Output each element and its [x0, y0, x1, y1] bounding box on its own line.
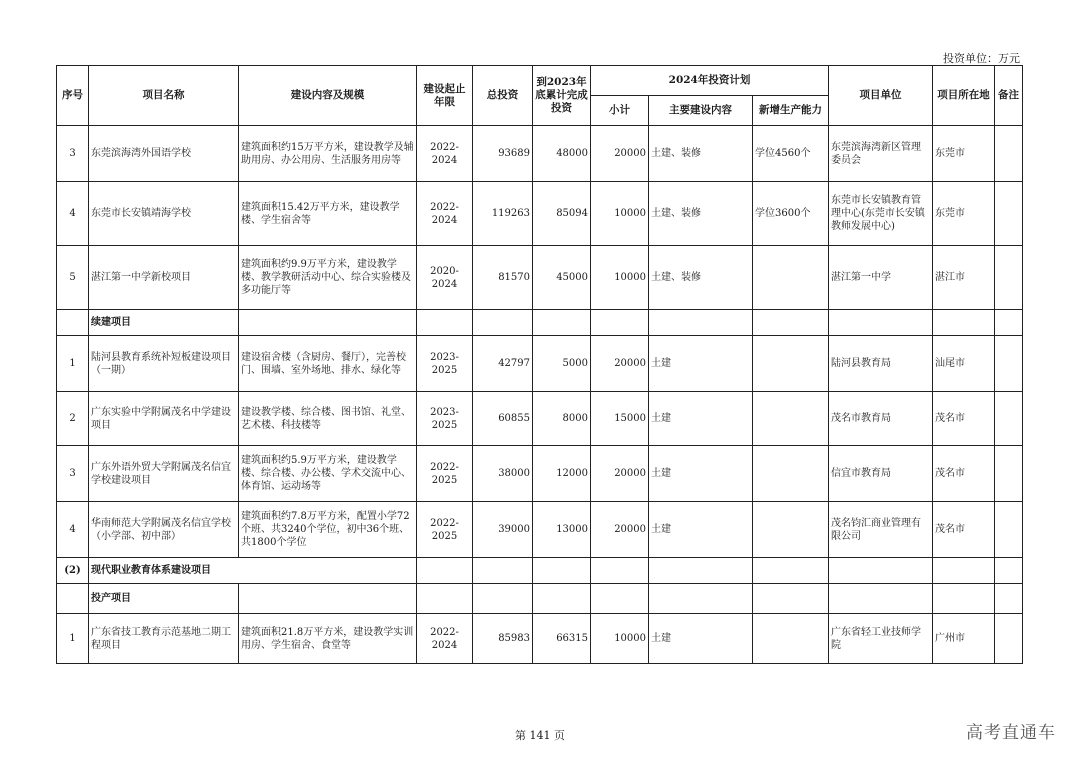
header-completed: 到2023年底累计完成投资 [533, 66, 591, 126]
cell-main-content: 土建 [649, 502, 753, 558]
cell-new-capacity [753, 502, 829, 558]
cell-seq: 4 [57, 182, 89, 246]
table-row [57, 126, 1023, 182]
cell-content: 建筑面积约7.8万平方米，配置小学72个班、共3240个学位，初中36个班、共1800个学位 [239, 502, 417, 558]
table-row [57, 614, 1023, 664]
header-new-capacity: 新增生产能力 [753, 96, 829, 126]
cell-period: 2022-2025 [417, 502, 473, 558]
cell-name: 广东外语外贸大学附属茂名信宜学校建设项目 [89, 446, 239, 502]
cell-seq: 5 [57, 246, 89, 310]
cell-period: 2023-2025 [417, 336, 473, 392]
section-row [57, 584, 1023, 614]
cell-total: 119263 [473, 182, 533, 246]
cell-location: 广州市 [933, 614, 995, 664]
table-body [57, 126, 1023, 664]
page-number: 第 141 页 [515, 729, 565, 742]
cell-name: 东莞滨海湾外国语学校 [89, 126, 239, 182]
cell-note [995, 392, 1023, 446]
cell-period: 2022-2025 [417, 446, 473, 502]
cell-new-capacity [753, 614, 829, 664]
cell-subtotal: 10000 [591, 614, 649, 664]
cell-new-capacity: 学位3600个 [753, 182, 829, 246]
cell-note [995, 246, 1023, 310]
section-title: 续建项目 [89, 310, 239, 336]
header-period: 建设起止年限 [417, 66, 473, 126]
cell-seq: (2) [57, 558, 89, 584]
section-title: 投产项目 [89, 584, 239, 614]
cell-location: 湛江市 [933, 246, 995, 310]
cell-total: 42797 [473, 336, 533, 392]
cell-main-content: 土建 [649, 392, 753, 446]
cell-completed: 66315 [533, 614, 591, 664]
cell-location: 茂名市 [933, 446, 995, 502]
header-name: 项目名称 [89, 66, 239, 126]
cell-new-capacity [753, 246, 829, 310]
cell-name: 陆河县教育系统补短板建设项目（一期） [89, 336, 239, 392]
table-row [57, 446, 1023, 502]
cell-content: 建筑面积15.42万平方米，建设教学楼、学生宿舍等 [239, 182, 417, 246]
unit-note: 投资单位：万元 [943, 52, 1020, 65]
cell-unit: 湛江第一中学 [829, 246, 933, 310]
header-plan-2024: 2024年投资计划 [591, 66, 829, 96]
cell-period: 2022-2024 [417, 182, 473, 246]
cell-location: 茂名市 [933, 502, 995, 558]
header-main-content: 主要建设内容 [649, 96, 753, 126]
cell-seq: 4 [57, 502, 89, 558]
cell-subtotal: 20000 [591, 446, 649, 502]
cell-main-content: 土建 [649, 446, 753, 502]
cell-name: 华南师范大学附属茂名信宜学校（小学部、初中部） [89, 502, 239, 558]
cell-new-capacity [753, 392, 829, 446]
cell-completed: 48000 [533, 126, 591, 182]
header-total: 总投资 [473, 66, 533, 126]
cell-completed: 45000 [533, 246, 591, 310]
cell-note [995, 502, 1023, 558]
section-title: 现代职业教育体系建设项目 [89, 558, 417, 584]
cell-total: 60855 [473, 392, 533, 446]
cell-period: 2023-2025 [417, 392, 473, 446]
cell-location: 茂名市 [933, 392, 995, 446]
cell-main-content: 土建 [649, 336, 753, 392]
investment-table [56, 65, 1023, 664]
cell-new-capacity [753, 446, 829, 502]
cell-total: 38000 [473, 446, 533, 502]
cell-completed: 85094 [533, 182, 591, 246]
cell-subtotal: 15000 [591, 392, 649, 446]
cell-completed: 8000 [533, 392, 591, 446]
cell-unit: 陆河县教育局 [829, 336, 933, 392]
cell-seq: 2 [57, 392, 89, 446]
cell-note [995, 126, 1023, 182]
cell-new-capacity [753, 336, 829, 392]
header-location: 项目所在地 [933, 66, 995, 126]
header-content: 建设内容及规模 [239, 66, 417, 126]
cell-subtotal: 20000 [591, 336, 649, 392]
cell-total: 85983 [473, 614, 533, 664]
cell-name: 广东实验中学附属茂名中学建设项目 [89, 392, 239, 446]
cell-seq [57, 584, 89, 614]
cell-content: 建筑面积约9.9万平方米，建设教学楼、教学教研活动中心、综合实验楼及多功能厅等 [239, 246, 417, 310]
cell-content: 建设教学楼、综合楼、图书馆、礼堂、艺术楼、科技楼等 [239, 392, 417, 446]
cell-location: 东莞市 [933, 126, 995, 182]
cell-name: 湛江第一中学新校项目 [89, 246, 239, 310]
table-row [57, 502, 1023, 558]
table-row [57, 246, 1023, 310]
cell-subtotal: 10000 [591, 246, 649, 310]
cell-seq: 1 [57, 336, 89, 392]
cell-completed: 12000 [533, 446, 591, 502]
header-note: 备注 [995, 66, 1023, 126]
cell-seq: 1 [57, 614, 89, 664]
cell-location: 汕尾市 [933, 336, 995, 392]
cell-note [995, 614, 1023, 664]
cell-seq [57, 310, 89, 336]
cell-completed: 5000 [533, 336, 591, 392]
cell-subtotal: 20000 [591, 502, 649, 558]
cell-total: 93689 [473, 126, 533, 182]
section-row [57, 558, 1023, 584]
section-row [57, 310, 1023, 336]
watermark-text: 高考直通车 [966, 723, 1056, 743]
cell-main-content: 土建、装修 [649, 182, 753, 246]
cell-name: 东莞市长安镇靖海学校 [89, 182, 239, 246]
cell-content: 建筑面积约15万平方米，建设教学及辅助用房、办公用房、生活服务用房等 [239, 126, 417, 182]
cell-seq: 3 [57, 126, 89, 182]
cell-main-content: 土建、装修 [649, 126, 753, 182]
table-header [57, 66, 1023, 126]
table-row [57, 182, 1023, 246]
cell-unit: 茂名市教育局 [829, 392, 933, 446]
cell-note [995, 446, 1023, 502]
cell-name: 广东省技工教育示范基地二期工程项目 [89, 614, 239, 664]
cell-completed: 13000 [533, 502, 591, 558]
cell-unit: 信宜市教育局 [829, 446, 933, 502]
cell-unit: 东莞滨海湾新区管理委员会 [829, 126, 933, 182]
cell-subtotal: 10000 [591, 182, 649, 246]
cell-unit: 东莞市长安镇教育管理中心(东莞市长安镇教师发展中心) [829, 182, 933, 246]
header-seq: 序号 [57, 66, 89, 126]
cell-subtotal: 20000 [591, 126, 649, 182]
cell-note [995, 182, 1023, 246]
cell-new-capacity: 学位4560个 [753, 126, 829, 182]
cell-unit: 茂名钧汇商业管理有限公司 [829, 502, 933, 558]
cell-total: 81570 [473, 246, 533, 310]
cell-period: 2022-2024 [417, 126, 473, 182]
table-row [57, 392, 1023, 446]
cell-note [995, 336, 1023, 392]
cell-main-content: 土建、装修 [649, 246, 753, 310]
table-row [57, 336, 1023, 392]
cell-content: 建筑面积约5.9万平方米，建设教学楼、综合楼、办公楼、学术交流中心、体育馆、运动场等 [239, 446, 417, 502]
cell-total: 39000 [473, 502, 533, 558]
header-subtotal: 小计 [591, 96, 649, 126]
cell-seq: 3 [57, 446, 89, 502]
cell-period: 2022-2024 [417, 614, 473, 664]
cell-location: 东莞市 [933, 182, 995, 246]
cell-period: 2020-2024 [417, 246, 473, 310]
cell-content: 建设宿舍楼（含厨房、餐厅），完善校门、围墙、室外场地、排水、绿化等 [239, 336, 417, 392]
cell-main-content: 土建 [649, 614, 753, 664]
header-unit: 项目单位 [829, 66, 933, 126]
cell-content: 建筑面积21.8万平方米，建设教学实训用房、学生宿舍、食堂等 [239, 614, 417, 664]
cell-unit: 广东省轻工业技师学院 [829, 614, 933, 664]
